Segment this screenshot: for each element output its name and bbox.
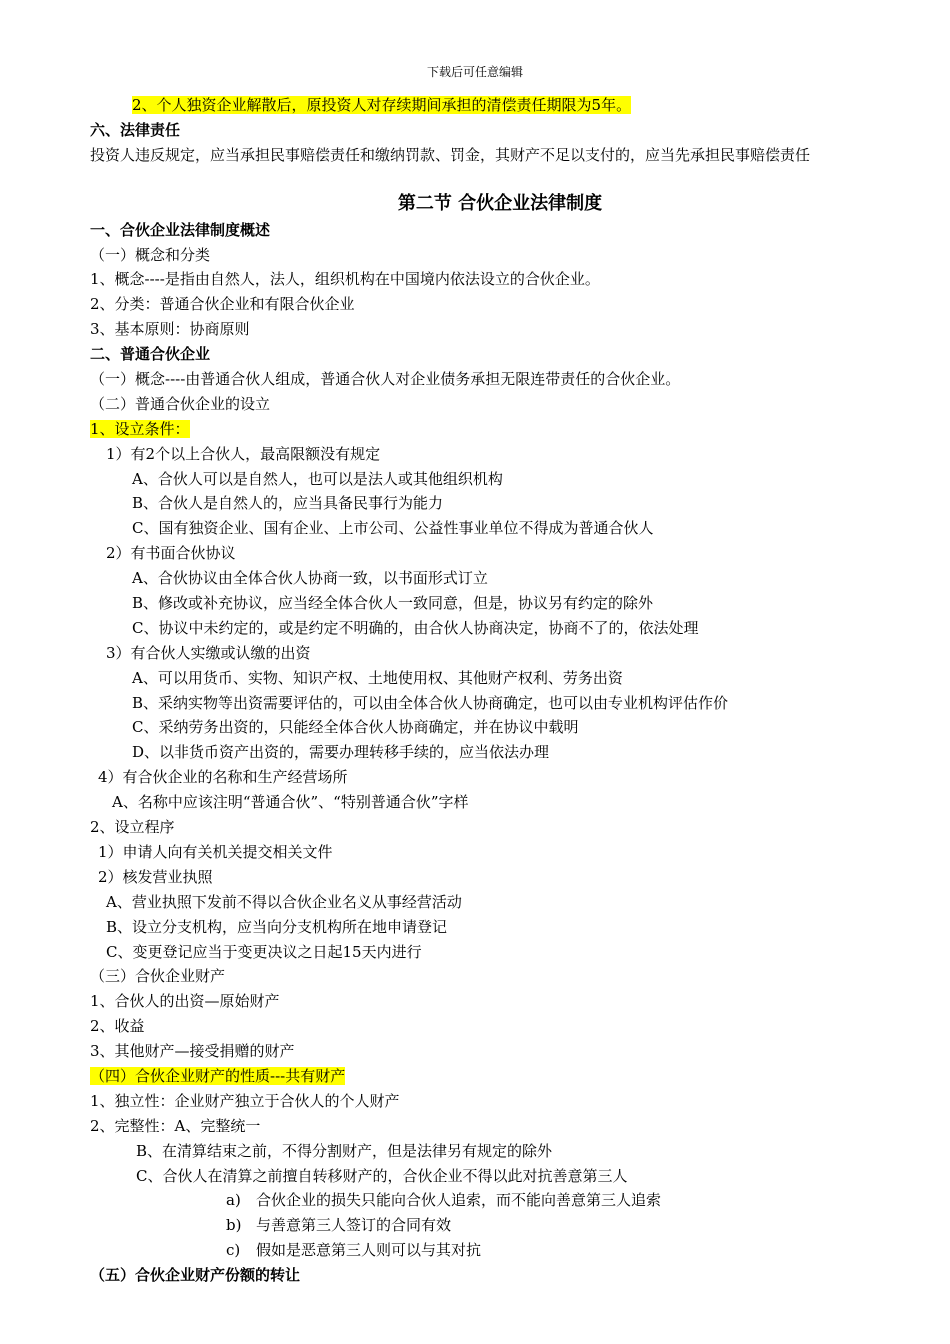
section-title: 第二节 合伙企业法律制度 — [397, 192, 603, 214]
page-header: 下载后可任意编辑 — [426, 65, 523, 79]
paragraph: 2、收益 — [90, 1017, 145, 1036]
list-item: C、国有独资企业、国有企业、上市公司、公益性事业单位不得成为普通合伙人 — [132, 519, 654, 538]
list-item: 1）有2个以上合伙人，最高限额没有规定 — [106, 444, 381, 463]
list-item — [90, 1213, 910, 1238]
heading: 六、法律责任 — [90, 120, 181, 139]
paragraph: 1、概念----是指由自然人，法人，组织机构在中国境内依法设立的合伙企业。 — [90, 270, 600, 289]
heading: 二、普通合伙企业 — [90, 345, 211, 364]
list-item-text: 合伙企业的损失只能向合伙人追索，而不能向善意第三人追索 — [256, 1191, 662, 1210]
subheading: （五）合伙企业财产份额的转让 — [90, 1266, 301, 1285]
list-item: A、合伙人可以是自然人，也可以是法人或其他组织机构 — [132, 469, 503, 488]
heading: 一、合伙企业法律制度概述 — [90, 220, 271, 239]
subheading — [90, 1064, 910, 1089]
list-item: C、变更登记应当于变更决议之日起15天内进行 — [106, 942, 422, 961]
paragraph — [90, 417, 910, 442]
document-body — [90, 93, 910, 1288]
subheading: （二）普通合伙企业的设立 — [90, 394, 271, 413]
subheading: （三）合伙企业财产 — [90, 967, 226, 986]
subheading: （一）概念和分类 — [90, 245, 211, 264]
paragraph: 1、合伙人的出资—原始财产 — [90, 992, 280, 1011]
list-item: C、采纳劳务出资的，只能经全体合伙人协商确定，并在协议中载明 — [132, 718, 579, 737]
highlighted-text: （四）合伙企业财产的性质---共有财产 — [90, 1066, 346, 1085]
list-item-text: 与善意第三人签订的合同有效 — [256, 1216, 452, 1235]
list-item: B、合伙人是自然人的，应当具备民事行为能力 — [132, 494, 444, 513]
list-marker: c) — [226, 1241, 241, 1260]
highlighted-text: 1、设立条件： — [90, 419, 190, 438]
paragraph — [90, 93, 910, 118]
list-item: A、可以用货币、实物、知识产权、土地使用权、其他财产权利、劳务出资 — [132, 668, 623, 687]
list-item: A、合伙协议由全体合伙人协商一致，以书面形式订立 — [132, 569, 488, 588]
list-item: A、名称中应该注明“普通合伙”、“特别普通合伙”字样 — [112, 793, 469, 812]
list-item: B、在清算结束之前，不得分割财产，但是法律另有规定的除外 — [136, 1141, 553, 1160]
list-item-text: 假如是恶意第三人则可以与其对抗 — [256, 1241, 482, 1260]
paragraph: 2、完整性：A、完整统一 — [90, 1116, 261, 1135]
subheading: （一）概念----由普通合伙人组成，普通合伙人对企业债务承担无限连带责任的合伙企业。 — [90, 370, 681, 389]
list-item: 4）有合伙企业的名称和生产经营场所 — [98, 768, 348, 787]
list-marker: a) — [226, 1191, 241, 1210]
paragraph: 1、独立性：企业财产独立于合伙人的个人财产 — [90, 1091, 400, 1110]
list-item: A、营业执照下发前不得以合伙企业名义从事经营活动 — [106, 892, 462, 911]
list-item: D、以非货币资产出资的，需要办理转移手续的，应当依法办理 — [132, 743, 550, 762]
list-item: C、合伙人在清算之前擅自转移财产的，合伙企业不得以此对抗善意第三人 — [136, 1166, 628, 1185]
list-item: 1）申请人向有关机关提交相关文件 — [98, 842, 333, 861]
paragraph: 3、其他财产—接受捐赠的财产 — [90, 1042, 295, 1061]
list-item — [90, 1188, 910, 1213]
list-item: B、修改或补充协议，应当经全体合伙人一致同意，但是，协议另有约定的除外 — [132, 594, 654, 613]
list-item: B、采纳实物等出资需要评估的，可以由全体合伙人协商确定，也可以由专业机构评估作价 — [132, 693, 729, 712]
list-item: C、协议中未约定的，或是约定不明确的，由合伙人协商决定，协商不了的，依法处理 — [132, 618, 699, 637]
paragraph: 3、基本原则：协商原则 — [90, 320, 250, 339]
list-item: 2）有书面合伙协议 — [106, 544, 236, 563]
paragraph: 2、分类：普通合伙企业和有限合伙企业 — [90, 295, 355, 314]
list-item: 2）核发营业执照 — [98, 867, 213, 886]
list-item: B、设立分支机构，应当向分支机构所在地申请登记 — [106, 917, 448, 936]
list-marker: b) — [226, 1216, 242, 1235]
highlighted-text: 2、个人独资企业解散后，原投资人对存续期间承担的清偿责任期限为5年。 — [132, 96, 632, 114]
paragraph: 投资人违反规定，应当承担民事赔偿责任和缴纳罚款、罚金，其财产不足以支付的，应当先承担民事赔偿责任 — [90, 145, 811, 164]
list-item: 3）有合伙人实缴或认缴的出资 — [106, 643, 311, 662]
paragraph: 2、设立程序 — [90, 818, 175, 837]
list-item — [90, 1238, 910, 1263]
